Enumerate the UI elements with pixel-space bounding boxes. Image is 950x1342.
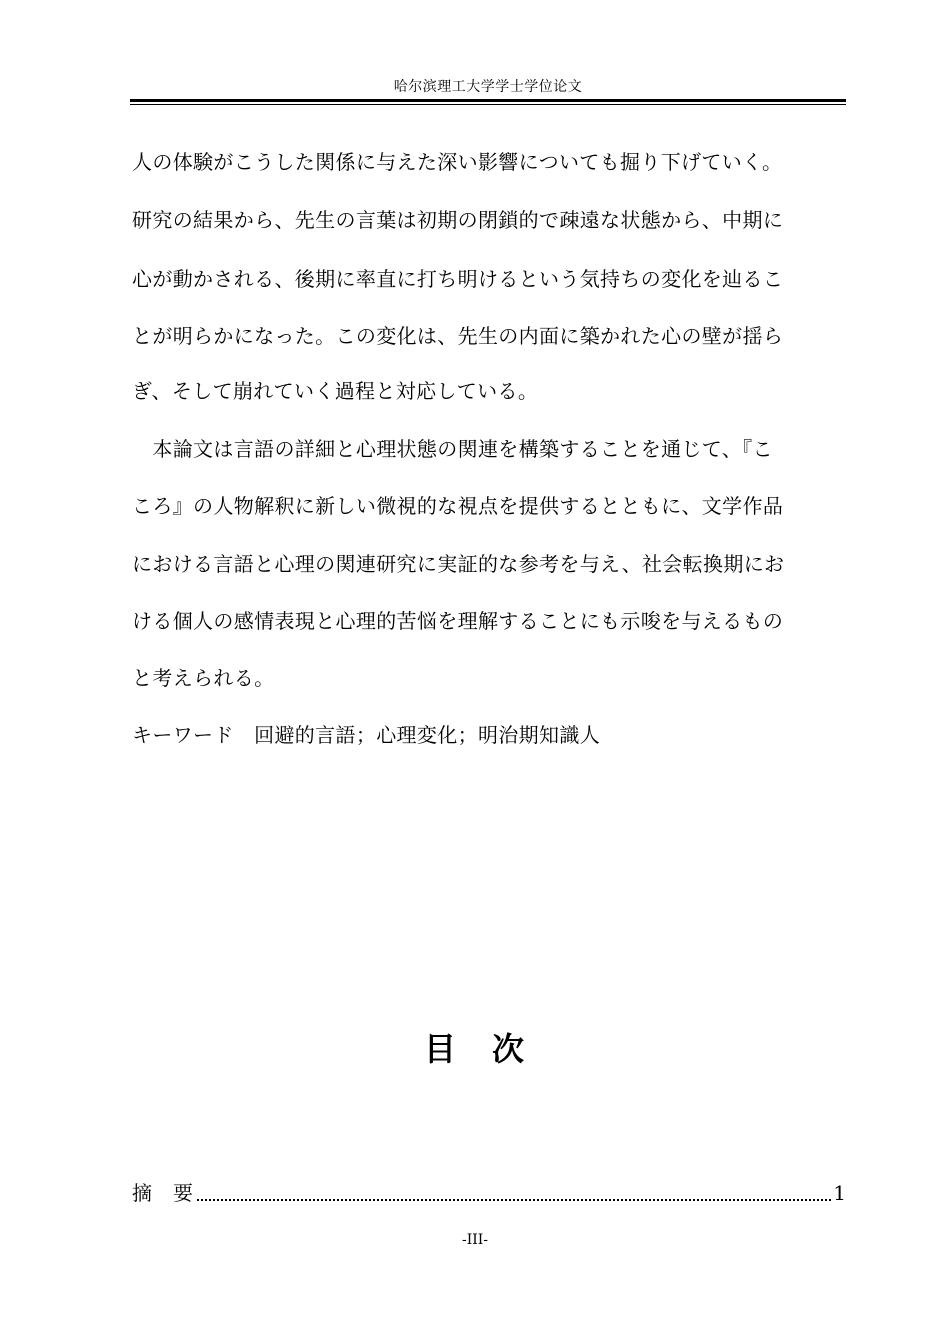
toc-entry-page: 1 [833, 1181, 846, 1205]
body-line: における言語と心理の関連研究に実証的な参考を与え、社会転換期にお [132, 552, 785, 576]
body-line: 研究の結果から、先生の言葉は初期の閉鎖的で疎遠な状態から、中期に [132, 208, 784, 232]
header-rule-thin [130, 104, 846, 105]
toc-leader-dots [197, 1199, 832, 1201]
header-rule-thick [130, 99, 846, 102]
toc-entry-label: 摘 要 [132, 1181, 194, 1205]
body-line: ぎ、そして崩れていく過程と対応している。 [132, 379, 539, 403]
keywords-line: キーワード 回避的言語；心理変化；明治期知識人 [132, 723, 601, 747]
page-number: -III- [461, 1232, 489, 1248]
body-line: ける個人の感情表現と心理的苦悩を理解することにも示唆を与えるもの [132, 609, 784, 633]
body-line: と考えられる。 [132, 666, 275, 690]
toc-entry[interactable] [132, 1178, 846, 1208]
body-line: 本論文は言語の詳細と心理状態の関連を構築することを通じて、『こ [132, 437, 773, 461]
toc-title: 目 次 [423, 1030, 526, 1068]
body-line: 人の体験がこうした関係に与えた深い影響についても掘り下げていく。 [132, 150, 783, 174]
body-line: とが明らかになった。この変化は、先生の内面に築かれた心の壁が揺ら [132, 324, 784, 348]
body-line: ころ』の人物解釈に新しい微視的な視点を提供するとともに、文学作品 [132, 494, 784, 518]
running-header: 哈尔滨理工大学学士学位论文 [393, 79, 583, 95]
body-line: 心が動かされる、後期に率直に打ち明けるという気持ちの変化を辿るこ [132, 267, 784, 291]
